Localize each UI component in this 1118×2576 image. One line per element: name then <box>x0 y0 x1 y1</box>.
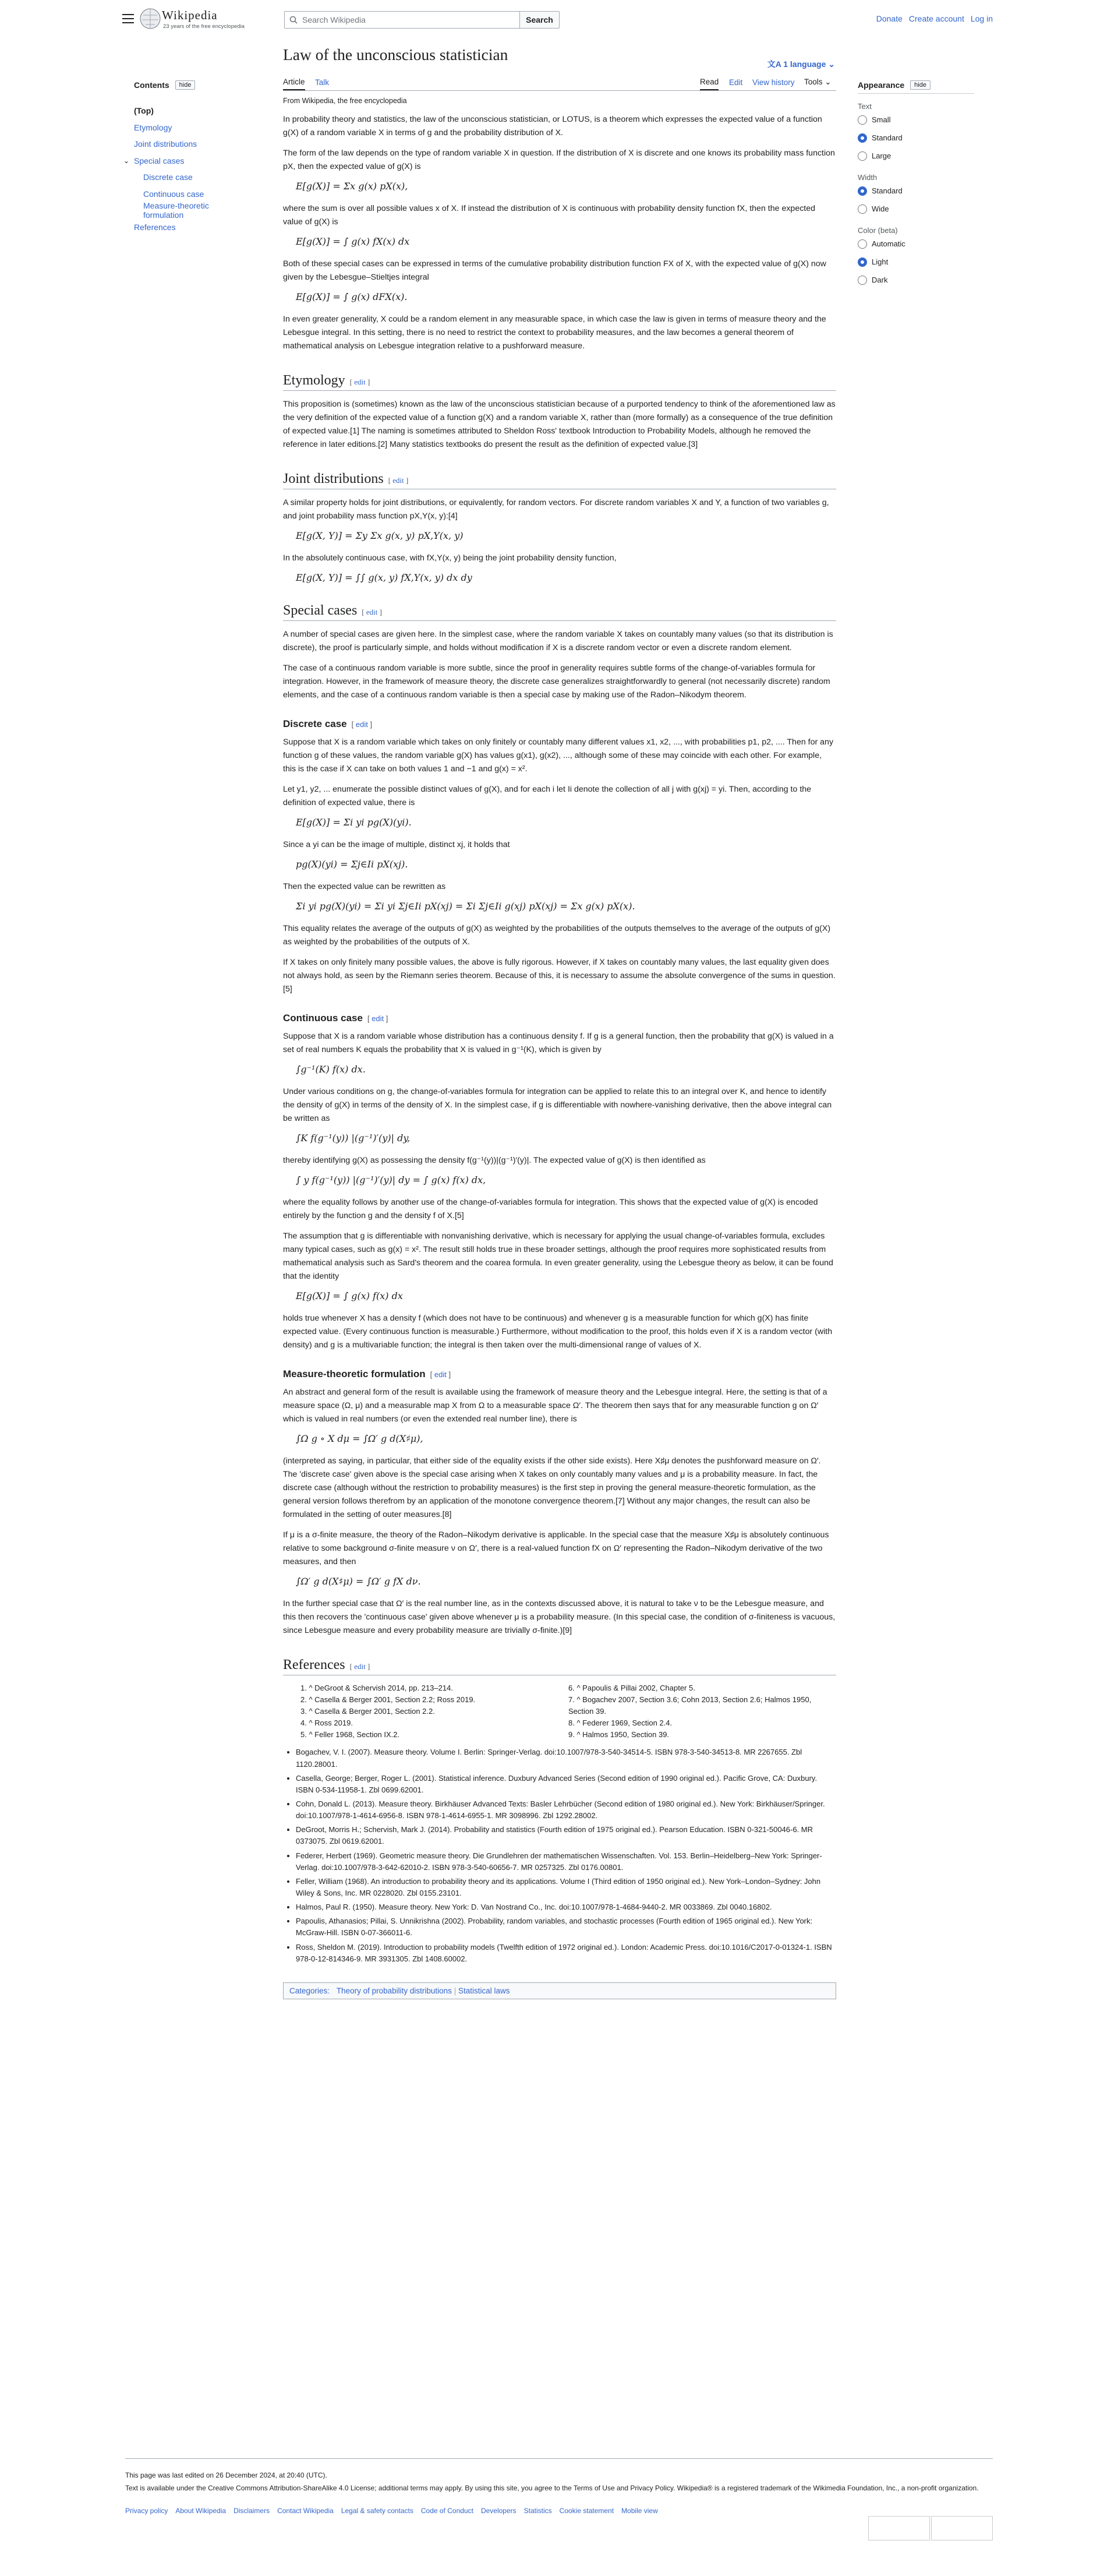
edit-section-link[interactable]: [ edit ] <box>351 719 373 729</box>
bibliography <box>296 1746 836 1964</box>
citation: • Feller, William (1968). An introduction to probability theory and its applications. Volume I (Third edition of 1950 original ed.). New York–London–Sydney: John Wiley & Sons, Inc. MR 0228020. Zbl 0155.23101. <box>296 1876 836 1899</box>
categories-label[interactable]: Categories: <box>289 1986 330 1995</box>
paragraph: A similar property holds for joint distributions, or equivalently, for random vectors. For discrete random variables X and Y, a function of two variables g, and joint probability mass function pX,Y(x, y):[4] <box>283 497 829 521</box>
color-automatic[interactable]: Automatic <box>858 235 974 253</box>
citation: • Casella, George; Berger, Roger L. (2001). Statistical inference. Duxbury Advanced Series (Second edition of 1990 original ed.). Pacific Grove, CA: Duxbury. ISBN 0-534-11958-1. Zbl 0699.62001. <box>296 1773 836 1796</box>
tagline: From Wikipedia, the free encyclopedia <box>283 96 407 105</box>
citation: • Bogachev, V. I. (2007). Measure theory. Volume I. Berlin: Springer-Verlag. doi:10.1007/978-3-540-34514-5. ISBN 978-3-540-34513-8. MR 2267655. Zbl 1120.28001. <box>296 1746 836 1770</box>
footnote[interactable]: 7. ^ Bogachev 2007, Section 3.6; Cohn 2013, Section 2.6; Halmos 1950, Section 39. <box>568 1695 812 1716</box>
logo-wordmark[interactable]: Wikipedia <box>162 8 218 22</box>
wikipedia-globe-icon[interactable] <box>139 7 162 30</box>
page-tabs <box>283 73 836 91</box>
paragraph: Suppose that X is a random variable whose distribution has a continuous density f. If g is a general function, then the probability that g(X) is valued in a set of real numbers K equals the probability that X is valued in g⁻¹(K), which is given by <box>283 1031 834 1054</box>
paragraph: In the absolutely continuous case, with fX,Y(x, y) being the joint probability density function, <box>283 553 617 563</box>
license-text: Text is available under the Creative Commons Attribution-ShareAlike 4.0 License; additional terms may apply. By using this site, you agree to the Terms of Use and Privacy Policy. Wikipedia® is a registered trademark of the Wikimedia Foundation, Inc., a non-profit organization. <box>125 2483 979 2492</box>
last-edited: This page was last edited on 26 December 2024, at 20:40 (UTC). <box>125 2471 327 2479</box>
formula: E[g(X, Y)] = Σy Σx g(x, y) pX,Y(x, y) <box>296 530 464 541</box>
edit-section-link[interactable]: [ edit ] <box>349 377 370 386</box>
section-heading-etymology: Etymology [ edit ] <box>283 373 836 391</box>
tab-talk[interactable]: Talk <box>315 77 330 87</box>
paragraph: where the equality follows by another use of the change-of-variables formula for integration. This shows that the expected value of g(X) is encoded entirely by the function g and the density f of X.[5] <box>283 1197 818 1220</box>
color-dark[interactable]: Dark <box>858 271 974 289</box>
radio-icon[interactable] <box>858 276 867 285</box>
footnote[interactable]: 5. ^ Feller 1968, Section IX.2. <box>300 1730 400 1739</box>
paragraph: This equality relates the average of the outputs of g(X) as weighted by the probabilities of the outputs themselves to the average of the outputs of g(X) as weighted by the probabilities of the outputs of X. <box>283 923 831 947</box>
radio-icon[interactable] <box>858 204 867 214</box>
edit-section-link[interactable]: [ edit ] <box>388 475 409 485</box>
toc-item-discrete-case[interactable]: Discrete case <box>143 172 193 182</box>
subsection-heading-discrete: Discrete case [ edit ] <box>283 718 373 729</box>
main-menu-icon[interactable] <box>122 14 134 23</box>
footnote[interactable]: 2. ^ Casella & Berger 2001, Section 2.2; Ross 2019. <box>300 1695 476 1704</box>
login-link[interactable]: Log in <box>970 14 993 23</box>
radio-icon[interactable] <box>858 151 867 161</box>
paragraph: In even greater generality, X could be a random element in any measurable space, in which case the law is given in terms of measure theory and the Lebesgue integral. In this setting, there is no need to restrict the context to probability measures, and the law becomes a general theorem of mathematical analysis on Lebesgue integration relative to a pushforward measure. <box>283 314 826 351</box>
paragraph: Then the expected value can be rewritten as <box>283 881 446 891</box>
radio-selected-icon[interactable] <box>858 133 867 143</box>
paragraph: If X takes on only finitely many possible values, the above is fully rigorous. However, if X takes on countably many values, the last equality given does not always hold, as seen by the Riemann series theorem. Because of this, it is necessary to assume the absolute convergence of the sums in question.[5] <box>283 957 836 994</box>
footer-link-statistics[interactable]: Statistics <box>523 2507 552 2515</box>
citation: • Federer, Herbert (1969). Geometric measure theory. Die Grundlehren der mathematischen Wissenschaften. Vol. 153. Berlin–Heidelberg–New York: Springer-Verlag. doi:10.1007/978-3-642-62010-2. ISBN 978-3-540-60656-7. MR 0257325. Zbl 0176.00801. <box>296 1850 836 1873</box>
paragraph: An abstract and general form of the result is available using the framework of measure theory and the Lebesgue integral. Here, the setting is that of a measure space (Ω, μ) and a measurable map X from Ω to a measurable space Ω′. The theorem then says that for any measurable function g on Ω′ which is valued in real numbers (or even the extended real number line), there is <box>283 1387 827 1424</box>
section-heading-special: Special cases [ edit ] <box>283 603 836 621</box>
page-footer <box>125 2458 993 2518</box>
table-of-contents <box>123 80 245 235</box>
donate-link[interactable]: Donate <box>876 14 903 23</box>
language-button[interactable]: 文A 1 language ⌄ <box>767 59 835 69</box>
paragraph: Under various conditions on g, the change-of-variables formula for integration can be applied to relate this to an integral over K, and hence to identify the density of g(X) in terms of the density of X. In the simplest case, if g is differentiable with nowhere-vanishing derivative, then the above integral can be written as <box>283 1086 832 1123</box>
radio-icon[interactable] <box>858 115 867 125</box>
paragraph: (interpreted as saying, in particular, that either side of the equality exists if the other side exists). Here X♯μ denotes the pushforward measure on Ω′. The 'discrete case' given above is the special case arising when X takes on only countably many values and μ is a probability measure. In fact, the discrete case (although without the restriction to probability measures) is the first step in proving the general measure-theoretic formulation, as the general version follows therefrom by an application of the monotone convergence theorem.[7] Without any major changes, the result can also be formulated in the setting of outer measures.[8] <box>283 1456 821 1519</box>
paragraph: The assumption that g is differentiable with nonvanishing derivative, which is necessary for applying the usual change-of-variables formula, excludes many typical cases, such as g(x) = x². The result still holds true in these broader settings, although the proof requires more sophisticated results from mathematical analysis such as Sard's theorem and the coarea formula. In even greater generality, using the Lebesgue theory as below, it can be found that the identity <box>283 1231 833 1281</box>
formula: pg(X)(yi) = Σj∈Ii pX(xj). <box>296 858 408 870</box>
text-size-label: Text <box>858 102 872 111</box>
appearance-panel <box>858 80 974 289</box>
formula: ∫g⁻¹(K) f(x) dx. <box>296 1063 366 1075</box>
text-size-standard[interactable]: Standard <box>858 129 974 147</box>
footnotes-list <box>300 1682 836 1741</box>
footer-link-legal[interactable]: Legal & safety contacts <box>341 2507 413 2515</box>
radio-selected-icon[interactable] <box>858 257 867 267</box>
user-links <box>876 14 993 23</box>
paragraph: In the further special case that Ω′ is the real number line, as in the contexts discussed above, it is natural to take ν to be the Lebesgue measure, and this then recovers the 'continuous case' given above whenever μ is a probability measure. (In this special case, the condition of σ-finiteness is vacuous, since Lebesgue measure and every probability measure are trivially σ-finite.)[9] <box>283 1598 836 1635</box>
intro-paragraph: In probability theory and statistics, the law of the unconscious statistician, or LOTUS, is a theorem which expresses the expected value of a function g(X) of a random variable X in terms of g and the probability distribution of X. <box>283 114 822 137</box>
paragraph: Both of these special cases can be expressed in terms of the cumulative probability distribution function FX of X, with the expected value of g(X) now given by the Lebesgue–Stieltjes integral <box>283 259 826 282</box>
footer-link-privacy[interactable]: Privacy policy <box>125 2507 168 2515</box>
paragraph: The form of the law depends on the type of random variable X in question. If the distribution of X is discrete and one knows its probability mass function pX, then the expected value of g(X) is <box>283 148 835 171</box>
paragraph: The case of a continuous random variable is more subtle, since the proof in generality requires subtle forms of the change-of-variables formula for integration. However, in the framework of measure theory, the discrete case generalizes straightforwardly to general (not necessarily discrete) random elements, and the case of a continuous random variable is then a special case by making use of the Radon–Nikodym theorem. <box>283 663 830 700</box>
footer-link-conduct[interactable]: Code of Conduct <box>420 2507 473 2515</box>
category-link[interactable]: Theory of probability distributions <box>336 1986 452 1995</box>
footnote[interactable]: 1. ^ DeGroot & Schervish 2014, pp. 213–214. <box>300 1683 453 1692</box>
footnote[interactable]: 9. ^ Halmos 1950, Section 39. <box>568 1730 670 1739</box>
color-light[interactable]: Light <box>858 253 974 271</box>
text-size-large[interactable]: Large <box>858 147 974 165</box>
logo-tagline: 23 years of the free encyclopedia <box>163 23 245 30</box>
toc-item-joint-distributions[interactable]: Joint distributions <box>134 139 197 149</box>
create-account-link[interactable]: Create account <box>908 14 964 23</box>
footnote[interactable]: 6. ^ Papoulis & Pillai 2002, Chapter 5. <box>568 1683 695 1692</box>
toc-item-top[interactable]: (Top) <box>134 106 154 116</box>
article-content <box>283 44 836 1999</box>
wikimedia-badge[interactable] <box>868 2516 930 2540</box>
footnote[interactable]: 4. ^ Ross 2019. <box>300 1718 353 1728</box>
citation: • Papoulis, Athanasios; Pillai, S. Unnikrishna (2002). Probability, random variables, and stochastic processes (Fourth edition of 1965 original ed.). New York: McGraw-Hill. ISBN 0-07-366011-6. <box>296 1915 836 1939</box>
search-button[interactable]: Search <box>520 11 560 29</box>
radio-selected-icon[interactable] <box>858 186 867 196</box>
footnote[interactable]: 3. ^ Casella & Berger 2001, Section 2.2. <box>300 1707 435 1716</box>
toc-item-continuous-case[interactable]: Continuous case <box>143 189 204 199</box>
page-title: Law of the unconscious statistician <box>283 45 508 63</box>
toc-item-special-cases[interactable]: Special cases <box>134 156 185 165</box>
toc-title: Contents <box>134 80 169 90</box>
tab-edit[interactable]: Edit <box>729 77 743 87</box>
width-label: Width <box>858 173 878 182</box>
color-label: Color (beta) <box>858 226 898 235</box>
footnote[interactable]: 8. ^ Federer 1969, Section 2.4. <box>568 1718 673 1728</box>
edit-section-link[interactable]: [ edit ] <box>349 1661 370 1671</box>
citation: • Halmos, Paul R. (1950). Measure theory. New York: D. Van Nostrand Co., Inc. doi:10.1007/978-1-4684-9440-2. MR 0033869. Zbl 0040.16802. <box>296 1901 836 1913</box>
tab-article[interactable]: Article <box>283 77 305 90</box>
paragraph: If μ is a σ-finite measure, the theory of the Radon–Nikodym derivative is applicable. In the special case that the measure X♯μ is absolutely continuous relative to some background σ-finite measure ν on Ω′, there is a real-valued function fX on Ω′ representing the Radon–Nikodym derivative of the two measures, and then <box>283 1530 829 1566</box>
formula: E[g(X)] = Σx g(x) pX(x), <box>296 180 408 192</box>
paragraph: Suppose that X is a random variable which takes on only finitely or countably many different values x1, x2, ..., with probabilities p1, p2, .... Then for any function g of these values, the random variable g(X) has values g(x1), g(x2), ..., although some of these may coincide with each other. For example, this is the case if X can take on both values 1 and −1 and g(x) = x². <box>283 737 834 774</box>
paragraph: holds true whenever X has a density f (which does not have to be continuous) and whenever g is a measurable function for which g(X) has finite expected value. (Every continuous function is measurable.) Furthermore, without modification to the proof, this holds even if X is a random vector (with density) and g is a multivariable function; the integral is then taken over the multi-dimensional range of values of X. <box>283 1313 833 1350</box>
toc-item-measure-theoretic[interactable]: Measure-theoretic formulation <box>143 201 209 220</box>
formula: Σi yi pg(X)(yi) = Σi yi Σj∈Ii pX(xj) = Σi Σj∈Ii g(xj) pX(xj) = Σx g(x) pX(x). <box>296 900 635 912</box>
formula: E[g(X, Y)] = ∫∫ g(x, y) fX,Y(x, y) dx dy <box>296 571 472 583</box>
tab-view-history[interactable]: View history <box>752 77 795 87</box>
footer-link-about[interactable]: About Wikipedia <box>175 2507 227 2515</box>
footer-link-developers[interactable]: Developers <box>480 2507 516 2515</box>
toc-hide-button[interactable]: hide <box>175 80 196 90</box>
width-standard[interactable]: Standard <box>858 182 974 200</box>
toc-item-etymology[interactable]: Etymology <box>134 122 172 132</box>
text-size-small[interactable]: Small <box>858 111 974 129</box>
paragraph: Let y1, y2, ... enumerate the possible distinct values of g(X), and for each i let Ii denote the collection of all j with g(xj) = yi. Then, according to the definition of expected value, there is <box>283 784 812 807</box>
citation: • Cohn, Donald L. (2013). Measure theory. Birkhäuser Advanced Texts: Basler Lehrbücher (Second edition of 1980 original ed.). New York: Birkhäuser/Springer. doi:10.1007/978-1-4614-6956-8. ISBN 978-1-4614-6955-1. MR 3098996. Zbl 1292.28002. <box>296 1798 836 1822</box>
search-input[interactable]: Search Wikipedia <box>284 11 520 29</box>
section-heading-joint: Joint distributions [ edit ] <box>283 471 836 489</box>
paragraph: Since a yi can be the image of multiple, distinct xj, it holds that <box>283 839 510 849</box>
paragraph: where the sum is over all possible values x of X. If instead the distribution of X is continuous with probability density function fX, then the expected value of g(X) is <box>283 203 816 227</box>
edit-section-link[interactable]: [ edit ] <box>362 607 382 616</box>
edit-section-link[interactable]: [ edit ] <box>430 1370 451 1379</box>
formula: ∫ y f(g⁻¹(y)) |(g⁻¹)′(y)| dy = ∫ g(x) f(x) dx, <box>296 1174 486 1185</box>
subsection-heading-measure: Measure-theoretic formulation [ edit ] <box>283 1368 451 1379</box>
paragraph: thereby identifying g(X) as possessing the density f(g⁻¹(y))|(g⁻¹)′(y)|. The expected value of g(X) is then identified as <box>283 1155 706 1165</box>
formula: E[g(X)] = ∫ g(x) f(x) dx <box>296 1290 403 1301</box>
citation: • Ross, Sheldon M. (2019). Introduction to probability models (Twelfth edition of 1972 original ed.). London: Academic Press. doi:10.1016/C2017-0-01324-1. ISBN 978-0-12-814346-9. MR 3931305. Zbl 1408.60002. <box>296 1942 836 1965</box>
formula: ∫Ω g ∘ X dμ = ∫Ω′ g d(X♯μ), <box>296 1432 423 1444</box>
language-label: 1 language <box>783 59 826 69</box>
appearance-hide-button[interactable]: hide <box>910 80 931 90</box>
footer-link-disclaimers[interactable]: Disclaimers <box>233 2507 270 2515</box>
paragraph: A number of special cases are given here. In the simplest case, where the random variable X takes on countably many values (so that its distribution is discrete), the proof is particularly simple, and holds without modification if X is a discrete random vector or even a discrete random element. <box>283 629 833 652</box>
width-wide[interactable]: Wide <box>858 200 974 218</box>
formula: E[g(X)] = Σi yi pg(X)(yi). <box>296 816 412 828</box>
appearance-title: Appearance <box>858 80 905 90</box>
section-heading-references: References [ edit ] <box>283 1657 836 1675</box>
toc-header <box>134 80 245 90</box>
edit-section-link[interactable]: [ edit ] <box>367 1014 388 1023</box>
paragraph: This proposition is (sometimes) known as the law of the unconscious statistician because of a purported tendency to think of the aforementioned law as the very definition of the expected value of a function g(X) and a random variable X, rather than (more formally) as a consequence of the true definition of expected value.[1] The naming is sometimes attributed to Sheldon Ross' textbook Introduction to Probability Models, although he removed the reference in later editions.[2] Many statistics textbooks do present the result as the definition of expected value.[3] <box>283 399 836 449</box>
site-header <box>0 0 1118 38</box>
formula: ∫K f(g⁻¹(y)) |(g⁻¹)′(y)| dy, <box>296 1132 411 1144</box>
translate-icon: 文A <box>767 59 784 69</box>
footer-link-mobile[interactable]: Mobile view <box>621 2507 658 2515</box>
chevron-down-icon[interactable]: ⌄ <box>123 156 130 165</box>
formula: E[g(X)] = ∫ g(x) dFX(x). <box>296 291 408 302</box>
formula: ∫Ω′ g d(X♯μ) = ∫Ω′ g fX dν. <box>296 1575 421 1587</box>
tools-menu[interactable]: Tools ⌄ <box>804 77 832 86</box>
subsection-heading-continuous: Continuous case [ edit ] <box>283 1012 388 1024</box>
tab-read[interactable]: Read <box>700 77 719 90</box>
footer-link-cookies[interactable]: Cookie statement <box>559 2507 614 2515</box>
formula: E[g(X)] = ∫ g(x) fX(x) dx <box>296 235 410 247</box>
mediawiki-badge[interactable] <box>931 2516 993 2540</box>
category-link[interactable]: Statistical laws <box>458 1986 510 1995</box>
toc-item-references[interactable]: References <box>134 222 176 232</box>
radio-icon[interactable] <box>858 239 867 249</box>
categories-box: Categories: Theory of probability distributions | Statistical laws <box>283 1982 836 1999</box>
citation: • DeGroot, Morris H.; Schervish, Mark J. (2014). Probability and statistics (Fourth edition of 1975 original ed.). Pearson Education. ISBN 0-321-50046-6. MR 0373075. Zbl 0619.62001. <box>296 1824 836 1847</box>
footer-link-contact[interactable]: Contact Wikipedia <box>277 2507 334 2515</box>
